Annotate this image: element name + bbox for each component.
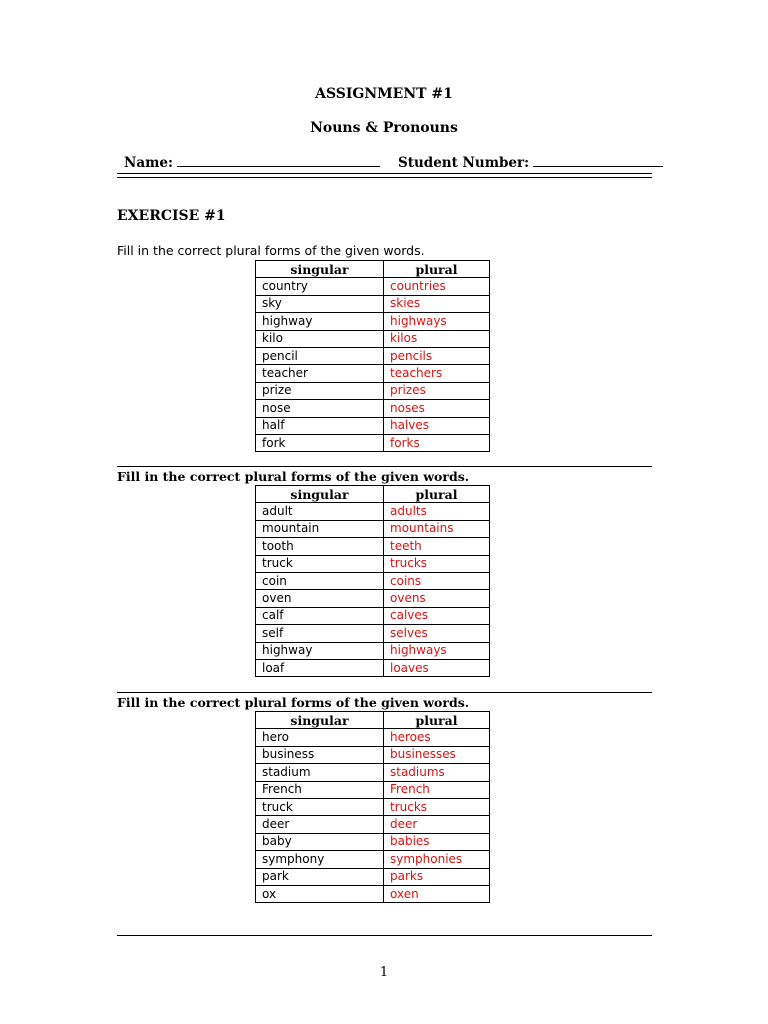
- table-row: [256, 607, 490, 624]
- singular-cell: deer: [256, 816, 384, 833]
- singular-cell: symphony: [256, 851, 384, 868]
- singular-cell: prize: [256, 382, 384, 399]
- exercise-title: EXERCISE #1: [117, 208, 226, 224]
- table-row: [256, 590, 490, 607]
- table-row: [256, 295, 490, 312]
- student-number-label: Student Number:: [397, 155, 530, 171]
- plural-answer-cell: kilos: [384, 330, 490, 347]
- table-row: [256, 868, 490, 885]
- singular-cell: hero: [256, 729, 384, 746]
- table-row: [256, 365, 490, 382]
- table-row: [256, 382, 490, 399]
- singular-header: singular: [256, 712, 384, 729]
- table-row: [256, 520, 490, 537]
- plural-answer-cell: pencils: [384, 347, 490, 364]
- plural-answer-cell: prizes: [384, 382, 490, 399]
- plural-answer-cell: highways: [384, 313, 490, 330]
- plural-answer-cell: mountains: [384, 520, 490, 537]
- plural-answer-cell: noses: [384, 400, 490, 417]
- section-1-table: [255, 260, 490, 452]
- singular-cell: tooth: [256, 538, 384, 555]
- singular-cell: adult: [256, 503, 384, 520]
- table-row: [256, 816, 490, 833]
- plural-answer-cell: stadiums: [384, 764, 490, 781]
- section-3-instruction: Fill in the correct plural forms of the given words.: [117, 695, 470, 710]
- assignment-title: ASSIGNMENT #1: [315, 86, 453, 102]
- plural-answer-cell: teachers: [384, 365, 490, 382]
- plural-answer-cell: teeth: [384, 538, 490, 555]
- table-row: [256, 572, 490, 589]
- table-row: [256, 400, 490, 417]
- section-2-divider: [117, 692, 652, 693]
- singular-cell: pencil: [256, 347, 384, 364]
- plural-answer-cell: highways: [384, 642, 490, 659]
- singular-cell: loaf: [256, 659, 384, 676]
- table-row: [256, 278, 490, 295]
- plural-answer-cell: calves: [384, 607, 490, 624]
- singular-cell: oven: [256, 590, 384, 607]
- plural-answer-cell: heroes: [384, 729, 490, 746]
- plural-answer-cell: forks: [384, 434, 490, 451]
- table-row: [256, 746, 490, 763]
- plural-answer-cell: trucks: [384, 555, 490, 572]
- name-blank: [177, 154, 380, 167]
- section-2-table: [255, 485, 490, 677]
- table-row: [256, 885, 490, 902]
- singular-cell: coin: [256, 572, 384, 589]
- singular-cell: highway: [256, 313, 384, 330]
- singular-cell: kilo: [256, 330, 384, 347]
- singular-cell: teacher: [256, 365, 384, 382]
- table-row: [256, 659, 490, 676]
- singular-cell: French: [256, 781, 384, 798]
- singular-header: singular: [256, 261, 384, 278]
- singular-cell: sky: [256, 295, 384, 312]
- table-row: [256, 503, 490, 520]
- plural-header: plural: [384, 486, 490, 503]
- plural-answer-cell: trucks: [384, 798, 490, 815]
- table-row: [256, 729, 490, 746]
- table-row: [256, 555, 490, 572]
- name-line: [124, 154, 663, 171]
- plural-header: plural: [384, 712, 490, 729]
- singular-header: singular: [256, 486, 384, 503]
- singular-cell: business: [256, 746, 384, 763]
- singular-cell: nose: [256, 400, 384, 417]
- table-header-row: [256, 712, 490, 729]
- footer-divider: [117, 935, 652, 936]
- student-number-blank: [533, 154, 663, 167]
- page-number: 1: [379, 965, 389, 980]
- plural-answer-cell: oxen: [384, 885, 490, 902]
- table-row: [256, 538, 490, 555]
- section-1-divider: [117, 466, 652, 467]
- singular-cell: self: [256, 625, 384, 642]
- plural-answer-cell: countries: [384, 278, 490, 295]
- plural-answer-cell: adults: [384, 503, 490, 520]
- table-row: [256, 833, 490, 850]
- table-row: [256, 798, 490, 815]
- header-double-rule: [117, 173, 652, 178]
- singular-cell: truck: [256, 798, 384, 815]
- table-row: [256, 764, 490, 781]
- plural-answer-cell: deer: [384, 816, 490, 833]
- singular-cell: mountain: [256, 520, 384, 537]
- singular-cell: country: [256, 278, 384, 295]
- singular-cell: fork: [256, 434, 384, 451]
- table-row: [256, 417, 490, 434]
- section-3-table: [255, 711, 490, 903]
- table-row: [256, 625, 490, 642]
- table-row: [256, 434, 490, 451]
- plural-answer-cell: coins: [384, 572, 490, 589]
- plural-answer-cell: symphonies: [384, 851, 490, 868]
- plural-answer-cell: French: [384, 781, 490, 798]
- table-row: [256, 330, 490, 347]
- singular-cell: stadium: [256, 764, 384, 781]
- singular-cell: half: [256, 417, 384, 434]
- plural-answer-cell: loaves: [384, 659, 490, 676]
- singular-cell: park: [256, 868, 384, 885]
- singular-cell: truck: [256, 555, 384, 572]
- table-header-row: [256, 261, 490, 278]
- singular-cell: calf: [256, 607, 384, 624]
- assignment-subtitle: Nouns & Pronouns: [310, 120, 458, 136]
- plural-answer-cell: skies: [384, 295, 490, 312]
- section-2-instruction: Fill in the correct plural forms of the given words.: [117, 469, 470, 484]
- name-label: Name:: [124, 155, 173, 171]
- table-row: [256, 781, 490, 798]
- plural-answer-cell: halves: [384, 417, 490, 434]
- table-header-row: [256, 486, 490, 503]
- singular-cell: baby: [256, 833, 384, 850]
- plural-header: plural: [384, 261, 490, 278]
- plural-answer-cell: businesses: [384, 746, 490, 763]
- table-row: [256, 313, 490, 330]
- table-row: [256, 347, 490, 364]
- plural-answer-cell: babies: [384, 833, 490, 850]
- plural-answer-cell: ovens: [384, 590, 490, 607]
- table-row: [256, 642, 490, 659]
- singular-cell: ox: [256, 885, 384, 902]
- section-1-instruction: Fill in the correct plural forms of the given words.: [117, 243, 425, 258]
- plural-answer-cell: selves: [384, 625, 490, 642]
- singular-cell: highway: [256, 642, 384, 659]
- table-row: [256, 851, 490, 868]
- plural-answer-cell: parks: [384, 868, 490, 885]
